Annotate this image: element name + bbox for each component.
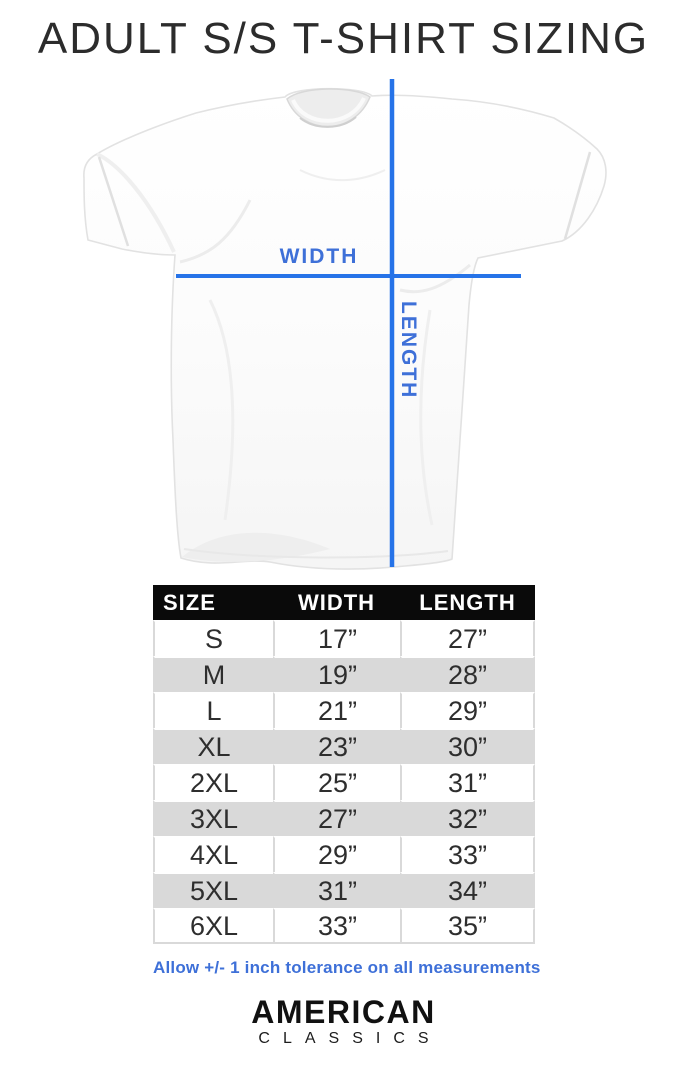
length-cell: 35” [400, 908, 535, 944]
brand-logo [0, 996, 687, 1047]
width-cell: 19” [273, 656, 400, 692]
size-cell: 3XL [153, 800, 273, 836]
table-row [153, 692, 535, 728]
tshirt-body [84, 89, 606, 569]
table-row [153, 764, 535, 800]
width-cell: 33” [273, 908, 400, 944]
length-cell: 27” [400, 620, 535, 656]
width-measure-label: WIDTH [279, 245, 359, 268]
table-row [153, 656, 535, 692]
col-header-length: LENGTH [400, 585, 535, 620]
size-cell: M [153, 656, 273, 692]
width-cell: 23” [273, 728, 400, 764]
table-row [153, 620, 535, 656]
brand-name-bottom: CLASSICS [258, 1030, 442, 1047]
length-cell: 33” [400, 836, 535, 872]
size-table [153, 585, 535, 944]
width-cell: 27” [273, 800, 400, 836]
width-cell: 31” [273, 872, 400, 908]
table-header-row [153, 585, 535, 620]
brand-name-top: AMERICAN [251, 994, 436, 1030]
table-row [153, 836, 535, 872]
length-cell: 32” [400, 800, 535, 836]
width-cell: 17” [273, 620, 400, 656]
table-row [153, 800, 535, 836]
length-cell: 34” [400, 872, 535, 908]
size-cell: 2XL [153, 764, 273, 800]
length-cell: 29” [400, 692, 535, 728]
size-cell: XL [153, 728, 273, 764]
size-cell: S [153, 620, 273, 656]
size-cell: 5XL [153, 872, 273, 908]
width-cell: 29” [273, 836, 400, 872]
tolerance-note: Allow +/- 1 inch tolerance on all measurements [153, 958, 541, 977]
size-cell: 6XL [153, 908, 273, 944]
length-cell: 31” [400, 764, 535, 800]
col-header-width: WIDTH [273, 585, 400, 620]
table-row [153, 872, 535, 908]
length-cell: 30” [400, 728, 535, 764]
width-cell: 25” [273, 764, 400, 800]
length-measure-label: LENGTH [397, 301, 420, 400]
length-cell: 28” [400, 656, 535, 692]
size-cell: 4XL [153, 836, 273, 872]
col-header-size: SIZE [153, 585, 273, 620]
size-cell: L [153, 692, 273, 728]
table-row [153, 728, 535, 764]
width-cell: 21” [273, 692, 400, 728]
table-row [153, 908, 535, 944]
page-title: ADULT S/S T-SHIRT SIZING [37, 14, 650, 63]
